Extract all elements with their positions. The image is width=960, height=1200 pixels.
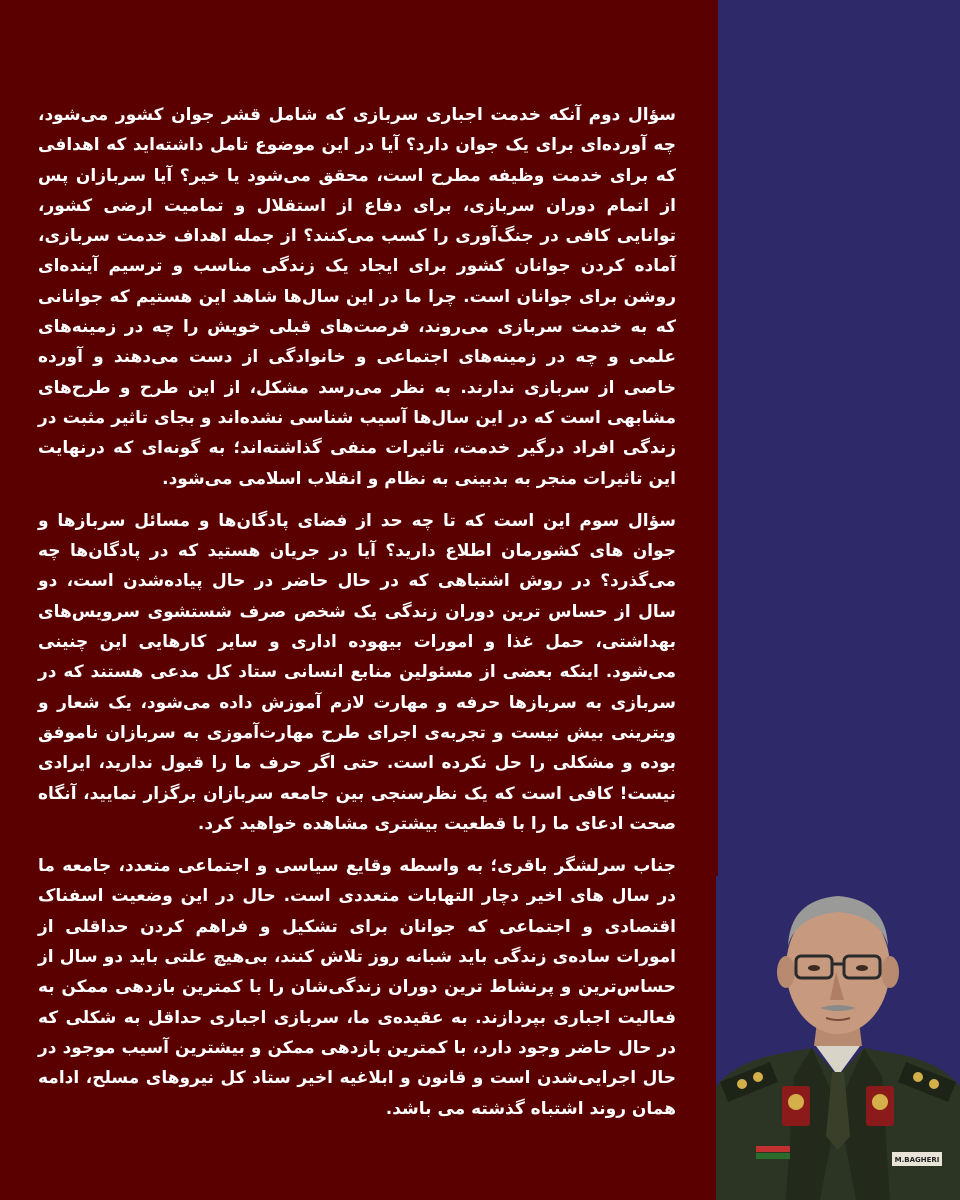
name-tag-text: M.BAGHERI xyxy=(894,1156,940,1164)
officer-portrait xyxy=(716,876,960,1200)
paragraph-third-question: سؤال سوم این است که تا چه حد از فضای پادگان‌ها و مسائل سربازها و جوان های کشورمان اطلاع دارید؟ آیا در جریان هستید که در پادگان‌ها چه می‌گذرد؟ در روش اشتباهی که در حال حاضر در حال پیاده‌شدن است، دو سال از حساس ترین دوران زندگی یک شخص صرف شستشوی سرویس‌های بهداشتی، حمل غذا و امورات بیهوده اداری و سایر کارهایی این چنینی می‌شود. اینکه بعضی از مسئولین منابع انسانی ستاد کل مدعی هستند که در سربازی به سربازها حرفه و مهارت لازم آموزش داده می‌شود، یک شعار و ویترینی بیش نیست و تجربه‌ی اجرای طرح مهارت‌آموزی به سربازان ناموفق بوده و مشکلی را حل نکرده است. حتی اگر حرف ما را قبول ندارید، ایرادی نیست! کافی است که یک نظرسنجی بین جامعه سربازان برگزار نمایید، آنگاه صحت ادعای ما را با قطعیت بیشتری مشاهده خواهید کرد. xyxy=(38,510,676,834)
paragraph-closing: جناب سرلشگر باقری؛ به واسطه وقایع سیاسی و اجتماعی متعدد، جامعه ما در سال های اخیر دچار التهابات متعددی است. حال در این وضعیت اسفناک اقتصادی و اجتماعی که جوانان برای تشکیل و فراهم کردن حداقلی از امورات ساده‌ی زندگی باید شبانه روز تلاش کنند، بی‌هیچ علتی باید دو سال از حساس‌ترین و پرنشاط ترین دوران زندگی‌شان را با کمترین بازدهی ممکن به فعالیت اجباری بپردازند. به عقیده‌ی ما، سربازی اجباری حداقل به شکلی که در حال حاضر وجود دارد، با کمترین بازدهی ممکن و بیشترین آسیب موجود در حال اجرایی‌شدن است و قانون و ابلاغیه اخیر ستاد کل نیروهای مسلح، ادامه همان روند اشتباه گذشته می باشد. xyxy=(38,856,676,1119)
article-body xyxy=(38,100,676,1136)
paragraph-second-question: سؤال دوم آنکه خدمت اجباری سربازی که شامل قشر جوان کشور می‌شود، چه آورده‌ای برای یک جوان دارد؟ آیا در این موضوع تامل داشته‌اید که اهدافی که برای خدمت وظیفه مطرح است، محقق می‌شود یا خیر؟ آیا سربازان پس از اتمام دوران سربازی، برای دفاع از استقلال و تمامیت ارضی کشور، توانایی کافی در جنگ‌آوری را کسب می‌کنند؟ از جمله اهداف خدمت سربازی، آماده کردن جوانان کشور برای ایجاد یک زندگی مناسب و ترسیم آینده‌ای روشن برای جوانان است. چرا ما در این سال‌ها شاهد این هستیم که جوانانی که به خدمت سربازی می‌روند، فرصت‌های قبلی خویش را چه در زمینه‌های علمی و چه در زمینه‌های اجتماعی و خانوادگی از دست می‌دهند و آورده خاصی از سربازی ندارند. به نظر می‌رسد مشکل، از این طرح و طرح‌های مشابهی است که در این سال‌ها آسیب شناسی نشده‌اند و بجای تاثیر مثبت در زندگی افراد درگیر خدمت، تاثیرات منفی گذاشته‌اند؛ به گونه‌ای که درنهایت این تاثیرات منجر به بدبینی به نظام و انقلاب اسلامی می‌شود. xyxy=(38,105,676,489)
